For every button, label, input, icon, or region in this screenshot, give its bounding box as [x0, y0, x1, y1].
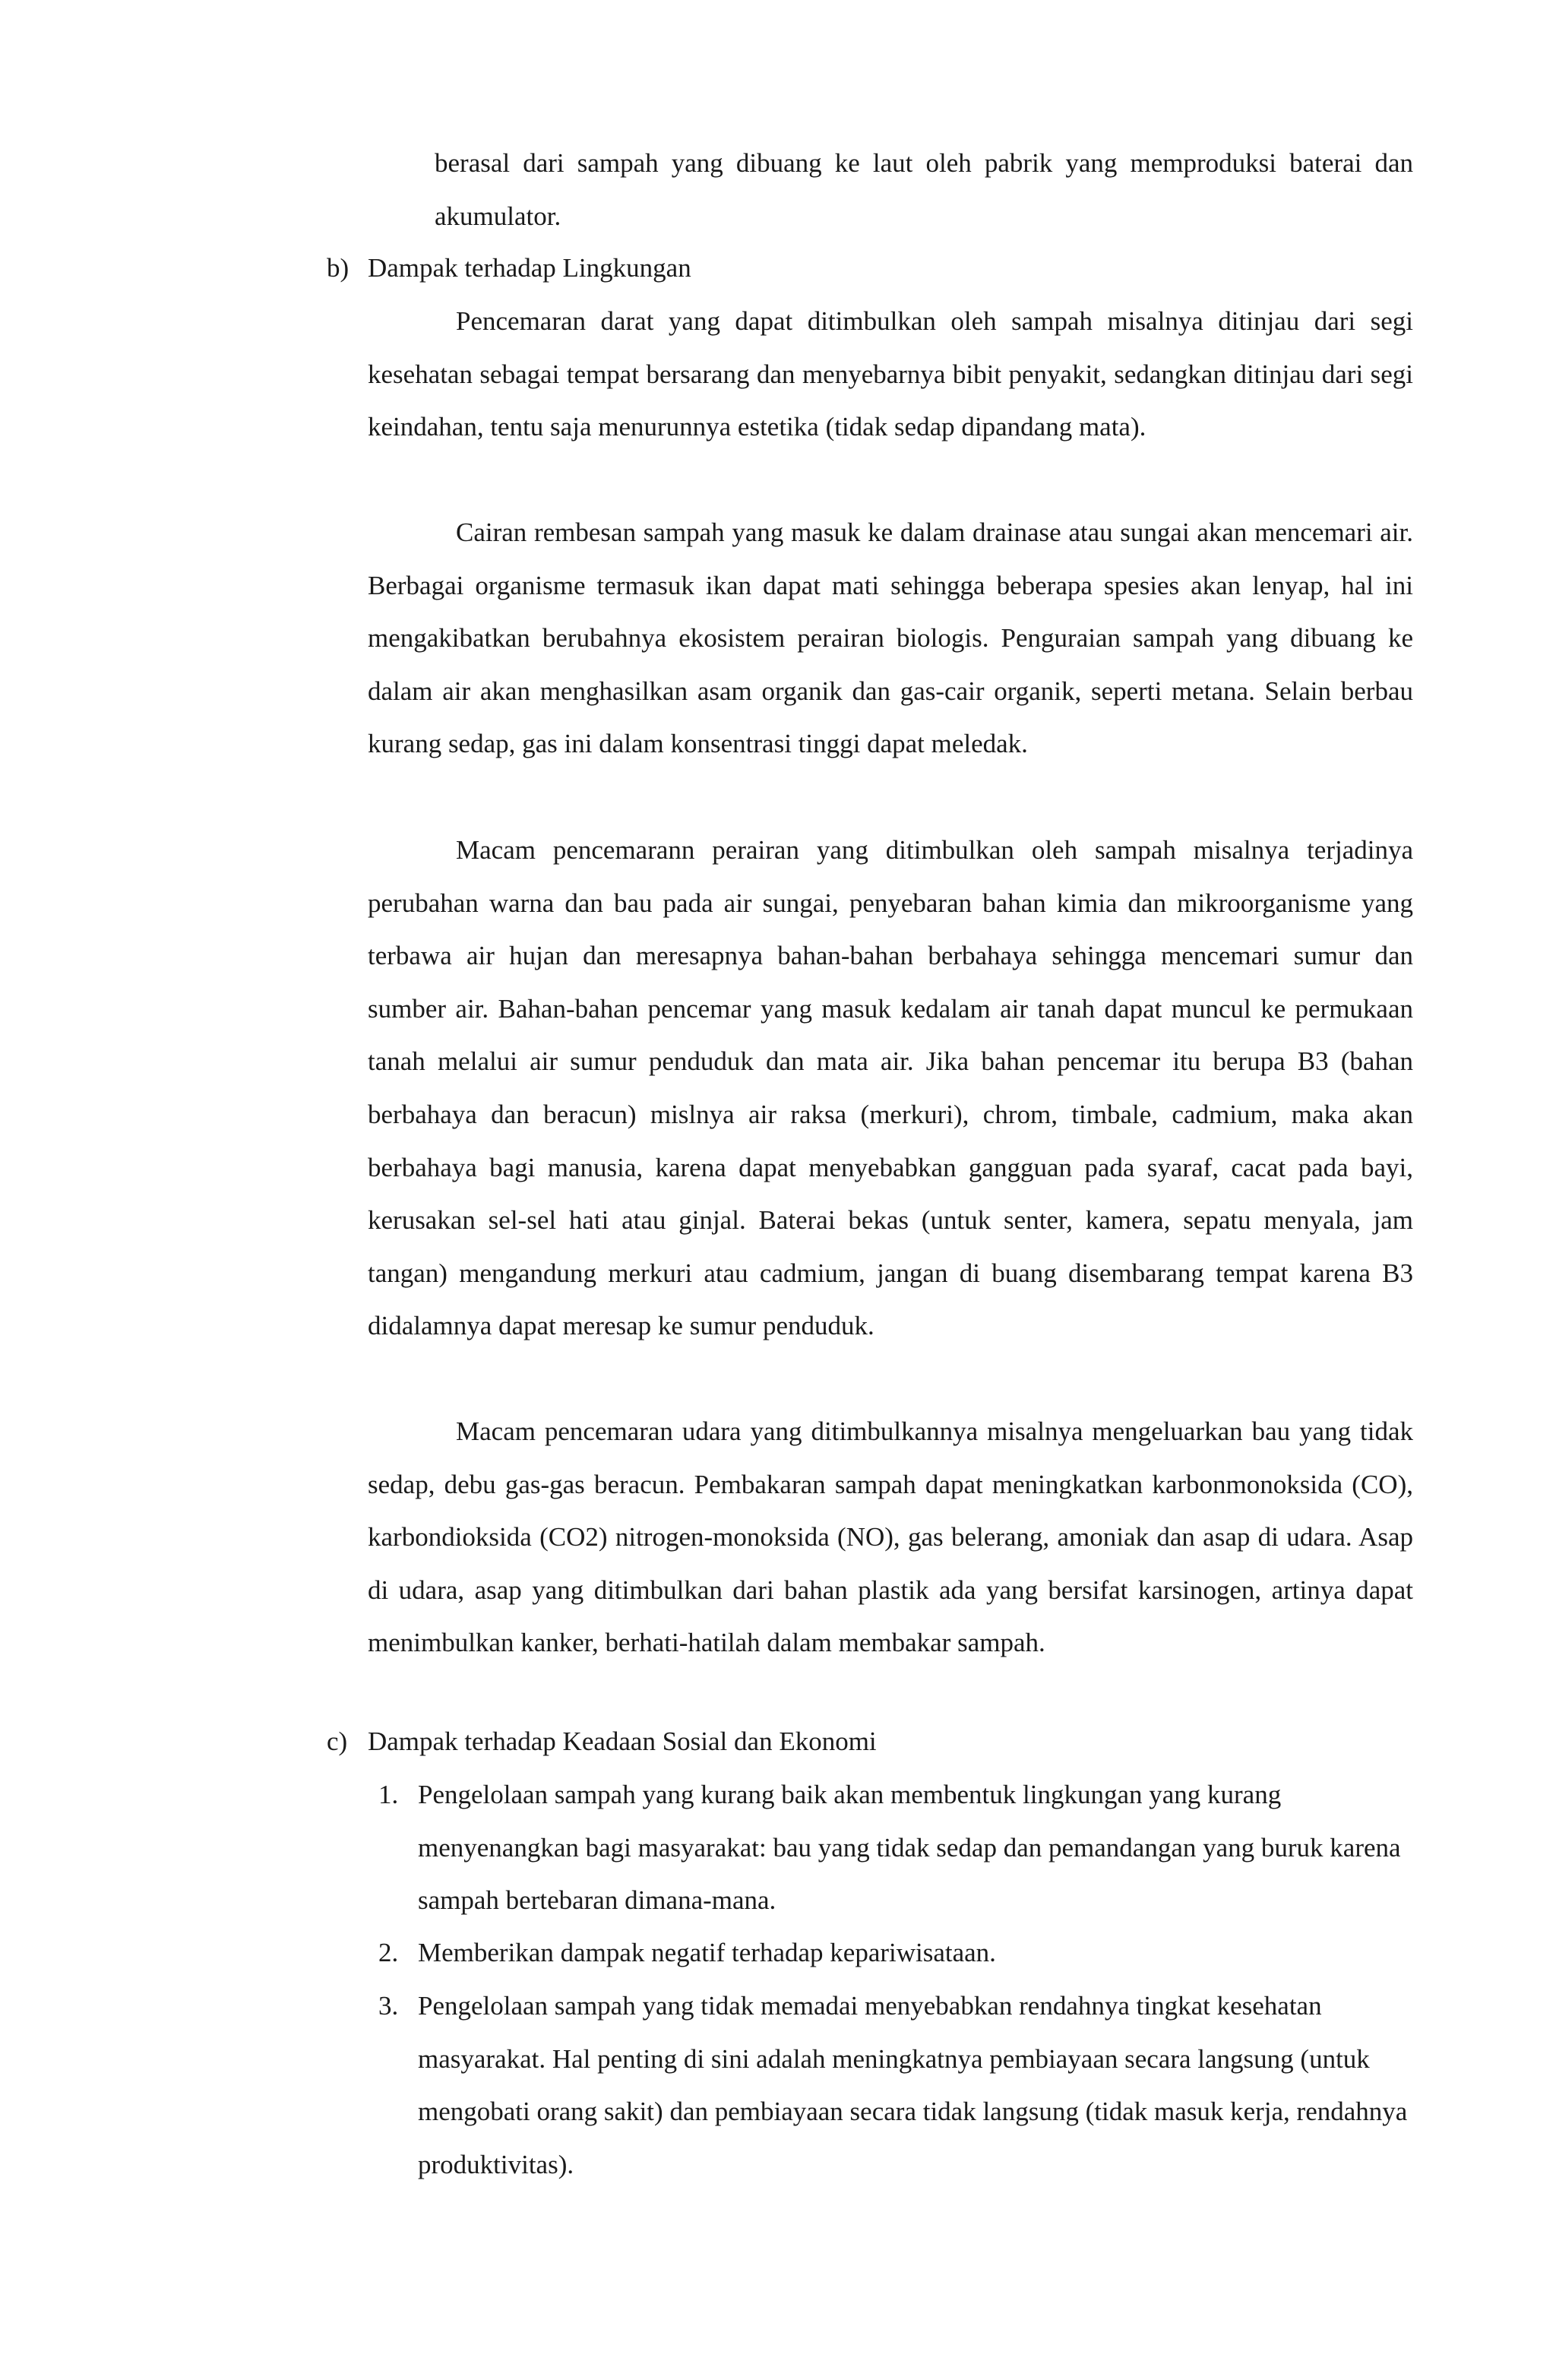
list-item: [378, 1980, 1413, 2191]
list-item-number: 3.: [378, 1991, 399, 2021]
section-b-paragraph-1: Pencemaran darat yang dapat ditimbulkan oleh sampah misalnya ditinjau dari segi kesehatan sebagai tempat bersarang dan menyebarnya bibit penyakit, sedangkan ditinjau dari segi keindahan, tentu saja menurunnya estetika (tidak sedap dipandang mata).: [368, 306, 1413, 442]
section-b-marker: b): [327, 253, 349, 283]
section-b-heading: [327, 242, 691, 295]
list-item-text: Memberikan dampak negatif terhadap kepariwisataan.: [418, 1938, 996, 1967]
section-b-paragraph-4: Macam pencemaran udara yang ditimbulkannya misalnya mengeluarkan bau yang tidak sedap, debu gas-gas beracun. Pembakaran sampah dapat meningkatkan karbonmonoksida (CO), karbondioksida (CO2) nitrogen-monoksida (NO), gas belerang, amoniak dan asap di udara. Asap di udara, asap yang ditimbulkan dari bahan plastik ada yang bersifat karsinogen, artinya dapat menimbulkan kanker, berhati-hatilah dalam membakar sampah.: [368, 1416, 1413, 1658]
section-b-paragraph-3: Macam pencemarann perairan yang ditimbulkan oleh sampah misalnya terjadinya perubahan warna dan bau pada air sungai, penyebaran bahan kimia dan mikroorganisme yang terbawa air hujan dan meresapnya bahan-bahan berbahaya sehingga mencemari sumur dan sumber air. Bahan-bahan pencemar yang masuk kedalam air tanah dapat muncul ke permukaan tanah melalui air sumur penduduk dan mata air. Jika bahan pencemar itu berupa B3 (bahan berbahaya dan beracun) mislnya air raksa (merkuri), chrom, timbale, cadmium, maka akan berbahaya bagi manusia, karena dapat menyebabkan gangguan pada syaraf, cacat pada bayi, kerusakan sel-sel hati atau ginjal. Baterai bekas (untuk senter, kamera, sepatu menyala, jam tangan) mengandung merkuri atau cadmium, jangan di buang disembarang tempat karena B3 didalamnya dapat meresap ke sumur penduduk.: [368, 835, 1413, 1341]
list-item-number: 1.: [378, 1780, 399, 1809]
list-item: [378, 1768, 1413, 1927]
list-item: [378, 1926, 1413, 1980]
list-item-text: Pengelolaan sampah yang kurang baik akan membentuk lingkungan yang kurang menyenangkan bagi masyarakat: bau yang tidak sedap dan pemandangan yang buruk karena sampah bertebaran dimana-mana.: [418, 1780, 1401, 1916]
continuation-paragraph: berasal dari sampah yang dibuang ke laut oleh pabrik yang memproduksi baterai dan akumulator.: [435, 148, 1413, 231]
section-b-title: Dampak terhadap Lingkungan: [368, 253, 691, 283]
section-c-title: Dampak terhadap Keadaan Sosial dan Ekonomi: [368, 1726, 877, 1756]
section-c-marker: c): [327, 1726, 348, 1756]
list-item-number: 2.: [378, 1938, 399, 1967]
section-b-paragraph-2: Cairan rembesan sampah yang masuk ke dalam drainase atau sungai akan mencemari air. Berbagai organisme termasuk ikan dapat mati sehingga beberapa spesies akan lenyap, hal ini mengakibatkan berubahnya ekosistem perairan biologis. Penguraian sampah yang dibuang ke dalam air akan menghasilkan asam organik dan gas-cair organik, seperti metana. Selain berbau kurang sedap, gas ini dalam konsentrasi tinggi dapat meledak.: [368, 517, 1413, 759]
section-c-heading: [327, 1715, 877, 1768]
list-item-text: Pengelolaan sampah yang tidak memadai menyebabkan rendahnya tingkat kesehatan masyarakat. Hal penting di sini adalah meningkatnya pembiayaan secara langsung (untuk mengobati orang sakit) dan pembiayaan secara tidak langsung (tidak masuk kerja, rendahnya produktivitas).: [418, 1991, 1408, 2179]
